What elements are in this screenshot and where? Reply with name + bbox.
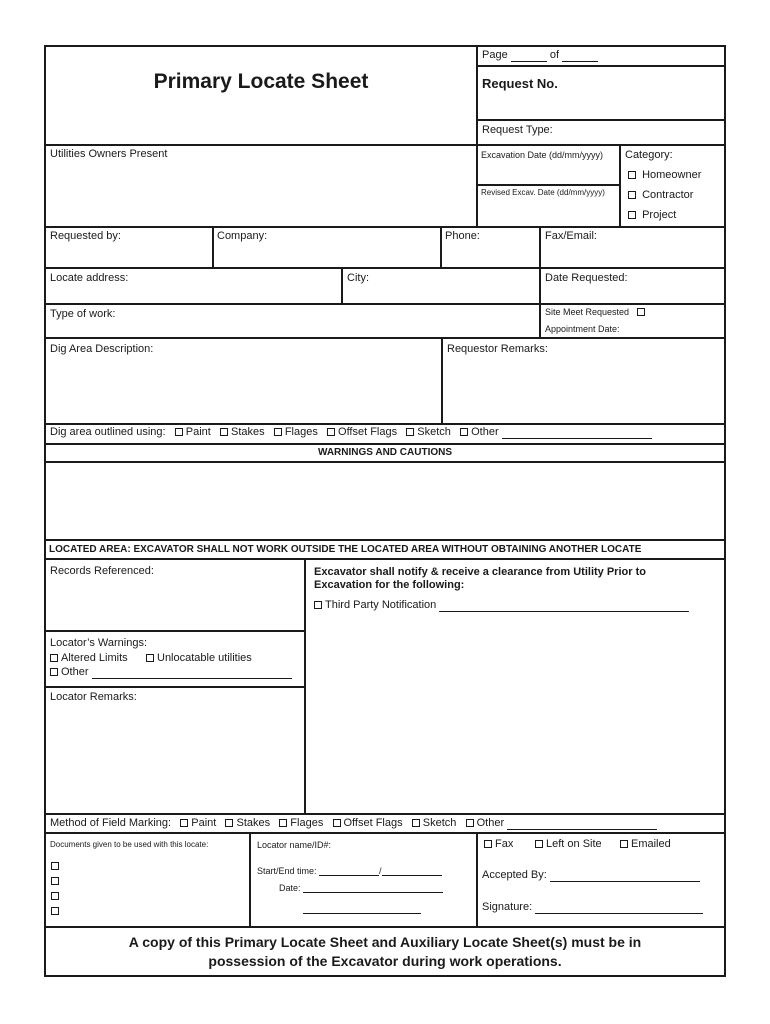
dig-option-paint[interactable]: Paint: [175, 426, 211, 438]
appointment-date-label: Appointment Date:: [545, 324, 620, 334]
checkbox-icon: [484, 840, 492, 848]
third-party-notification[interactable]: Third Party Notification: [314, 599, 689, 612]
emailed-checkbox[interactable]: Emailed: [620, 838, 671, 851]
locator-remarks-label: Locator Remarks:: [50, 691, 137, 703]
dig-option-other[interactable]: Other: [460, 426, 652, 438]
request-no-label: Request No.: [482, 76, 558, 91]
excavator-notify-box: [304, 558, 726, 815]
records-referenced-label: Records Referenced:: [50, 565, 154, 577]
located-area-warning: LOCATED AREA: EXCAVATOR SHALL NOT WORK OUTSIDE THE LOCATED AREA WITHOUT OBTAINING ANOTHER LOCATE: [49, 544, 642, 555]
fax-email-label: Fax/Email:: [545, 230, 597, 242]
type-of-work-box[interactable]: [44, 303, 541, 339]
checkbox-icon: [146, 654, 154, 662]
field-marking-row: [50, 817, 657, 830]
revised-date-label: Revised Excav. Date (dd/mm/yyyy): [481, 188, 605, 197]
checkbox-icon: [51, 892, 59, 900]
locator-remarks-box[interactable]: [44, 686, 306, 815]
category-label: Category:: [625, 149, 673, 161]
locator-other-checkbox[interactable]: Other: [50, 666, 292, 679]
dig-option-flages[interactable]: Flages: [274, 426, 318, 438]
marking-option-flages[interactable]: Flages: [279, 817, 323, 829]
category-option-project[interactable]: Project: [628, 209, 676, 222]
footer-line-2: possession of the Excavator during work operations.: [208, 953, 562, 969]
marking-option-offset-flags[interactable]: Offset Flags: [333, 817, 403, 829]
checkbox-icon: [180, 819, 188, 827]
locate-address-label: Locate address:: [50, 272, 129, 284]
document-checkbox-3[interactable]: [51, 890, 62, 903]
field-marking-label: Method of Field Marking:: [50, 817, 172, 829]
checkbox-icon: [535, 840, 543, 848]
marking-option-sketch[interactable]: Sketch: [412, 817, 457, 829]
page-number-field[interactable]: Page of: [482, 49, 598, 62]
dig-option-sketch[interactable]: Sketch: [406, 426, 451, 438]
category-option-contractor[interactable]: Contractor: [628, 189, 693, 202]
marking-option-other[interactable]: Other: [466, 817, 658, 829]
document-checkbox-2[interactable]: [51, 875, 62, 888]
request-type-label: Request Type:: [482, 124, 553, 136]
marking-option-stakes[interactable]: Stakes: [225, 817, 270, 829]
altered-limits-checkbox[interactable]: Altered Limits: [50, 652, 128, 665]
requested-by-label: Requested by:: [50, 230, 121, 242]
checkbox-icon: [628, 211, 636, 219]
checkbox-icon: [175, 428, 183, 436]
warnings-area[interactable]: [44, 461, 726, 541]
checkbox-icon: [314, 601, 322, 609]
footer-line-1: A copy of this Primary Locate Sheet and Auxiliary Locate Sheet(s) must be in: [128, 934, 642, 950]
checkbox-icon: [225, 819, 233, 827]
checkbox-icon: [327, 428, 335, 436]
checkbox-icon: [628, 171, 636, 179]
checkbox-icon: [466, 819, 474, 827]
warnings-title: WARNINGS AND CAUTIONS: [317, 447, 453, 458]
excavation-date-label: Excavation Date (dd/mm/yyyy): [481, 150, 604, 160]
checkbox-icon: [51, 862, 59, 870]
checkbox-icon: [279, 819, 287, 827]
checkbox-icon: [50, 668, 58, 676]
checkbox-icon: [220, 428, 228, 436]
checkbox-icon: [51, 907, 59, 915]
dig-area-description-label: Dig Area Description:: [50, 343, 154, 355]
checkbox-icon: [274, 428, 282, 436]
city-box[interactable]: [341, 267, 541, 305]
checkbox-icon: [460, 428, 468, 436]
utilities-owners-label: Utilities Owners Present: [50, 148, 168, 160]
document-checkbox-1[interactable]: [51, 860, 62, 873]
notify-line-1: Excavator shall notify & receive a clearance from Utility Prior to: [314, 566, 646, 578]
phone-label: Phone:: [445, 230, 480, 242]
dig-option-stakes[interactable]: Stakes: [220, 426, 265, 438]
requestor-remarks-label: Requestor Remarks:: [447, 343, 548, 355]
city-label: City:: [347, 272, 369, 284]
checkbox-icon: [51, 877, 59, 885]
documents-label: Documents given to be used with this locate:: [50, 840, 209, 849]
company-label: Company:: [217, 230, 268, 242]
checkbox-icon: [406, 428, 414, 436]
title-box: [44, 45, 478, 146]
dig-outlined-label: Dig area outlined using:: [50, 426, 166, 438]
type-of-work-label: Type of work:: [50, 308, 116, 320]
locator-warnings-label: Locator’s Warnings:: [50, 637, 148, 649]
request-no-box: [476, 65, 726, 121]
checkbox-icon: [637, 308, 645, 316]
locator-name-label: Locator name/ID#:: [257, 840, 332, 850]
marking-option-paint[interactable]: Paint: [180, 817, 216, 829]
page-title: Primary Locate Sheet: [153, 70, 369, 93]
start-end-time-field[interactable]: Start/End time: /: [257, 866, 442, 876]
dig-option-offset-flags[interactable]: Offset Flags: [327, 426, 397, 438]
fax-checkbox[interactable]: Fax: [484, 838, 513, 851]
date-requested-label: Date Requested:: [545, 272, 628, 284]
locator-signature-line[interactable]: [303, 913, 421, 914]
checkbox-icon: [333, 819, 341, 827]
accepted-by-field[interactable]: Accepted By:: [482, 869, 700, 882]
locator-date-field[interactable]: Date:: [279, 883, 443, 893]
document-checkbox-4[interactable]: [51, 905, 62, 918]
checkbox-icon: [50, 654, 58, 662]
dig-outlined-row: [50, 426, 652, 439]
site-meet-checkbox[interactable]: Site Meet Requested: [545, 307, 648, 317]
unlocatable-checkbox[interactable]: Unlocatable utilities: [146, 652, 252, 665]
checkbox-icon: [620, 840, 628, 848]
checkbox-icon: [628, 191, 636, 199]
category-option-homeowner[interactable]: Homeowner: [628, 169, 701, 182]
signature-field[interactable]: Signature:: [482, 901, 703, 914]
left-on-site-checkbox[interactable]: Left on Site: [535, 838, 602, 851]
checkbox-icon: [412, 819, 420, 827]
notify-line-2: Excavation for the following:: [314, 579, 465, 591]
